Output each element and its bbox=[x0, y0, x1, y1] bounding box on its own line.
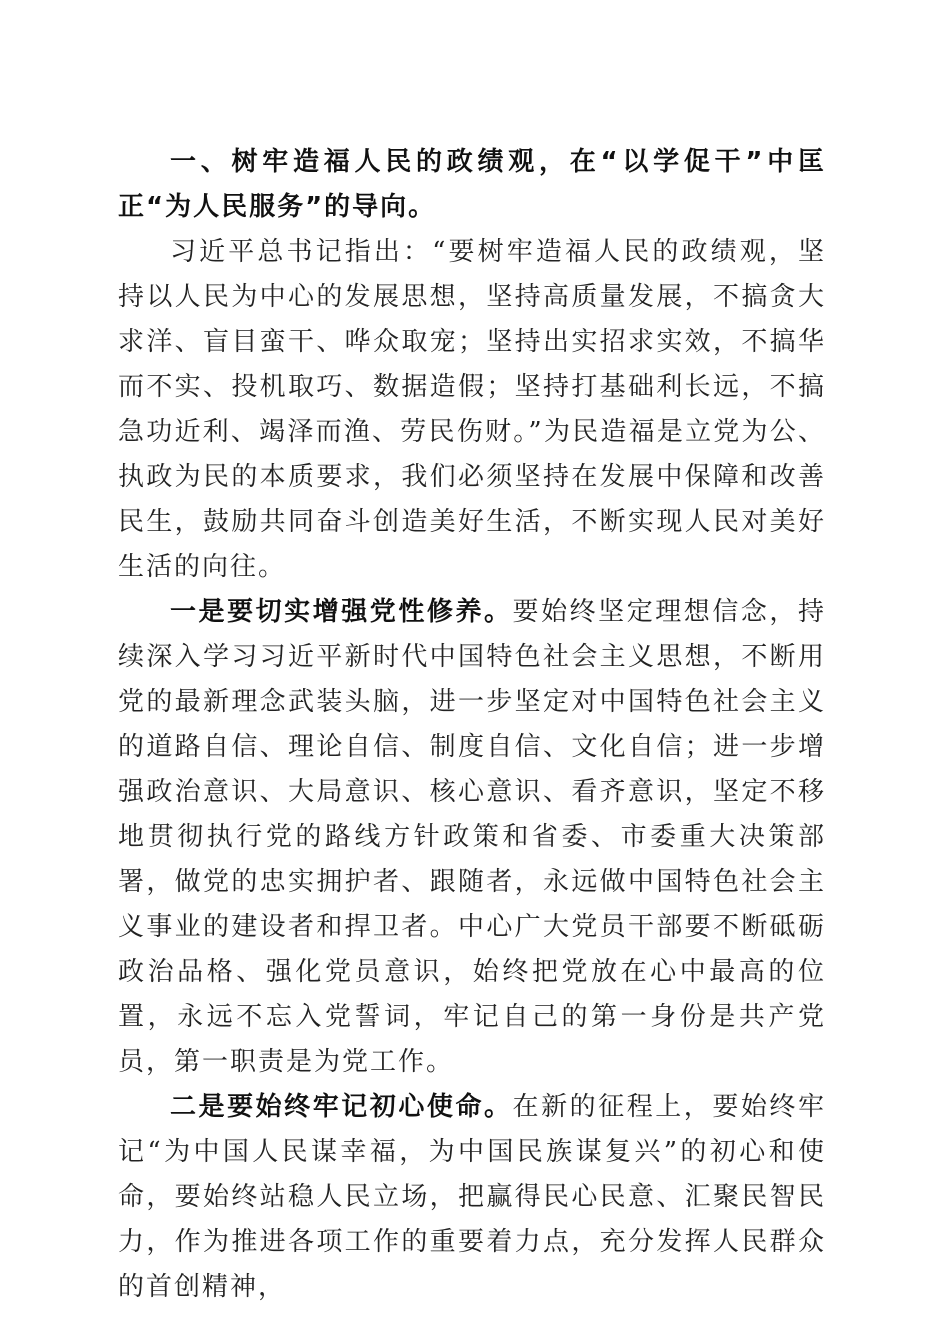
paragraph-original-mission bbox=[118, 1085, 826, 1310]
section-heading: 一、树牢造福人民的政绩观，在“以学促干”中匡正“为人民服务”的导向。 bbox=[118, 147, 826, 222]
paragraph-party-spirit-text: 要始终坚定理想信念，持续深入学习习近平新时代中国特色社会主义思想，不断用党的最新理念武装头脑，进一步坚定对中国特色社会主义的道路自信、理论自信、制度自信、文化自信；进一步增强政治意识、大局意识、核心意识、看齐意识，坚定不移地贯彻执行党的路线方针政策和省委、市委重大决策部署，做党的忠实拥护者、跟随者，永远做中国特色社会主义事业的建设者和捍卫者。中心广大党员干部要不断砥砺政治品格、强化党员意识，始终把党放在心中最高的位置，永远不忘入党誓词，牢记自己的第一身份是共产党员，第一职责是为党工作。 bbox=[118, 597, 826, 1077]
paragraph-party-spirit bbox=[118, 590, 826, 1085]
paragraph-original-mission-text: 在新的征程上，要始终牢记“为中国人民谋幸福，为中国民族谋复兴”的初心和使命，要始终站稳人民立场，把赢得民心民意、汇聚民智民力，作为推进各项工作的重要着力点，充分发挥人民群众的首创精神， bbox=[118, 1092, 826, 1302]
paragraph-party-spirit-lead: 一是要切实增强党性修养。 bbox=[170, 597, 513, 627]
paragraph-intro-text: 习近平总书记指出：“要树牢造福人民的政绩观，坚持以人民为中心的发展思想，坚持高质量发展，不搞贪大求洋、盲目蛮干、哗众取宠；坚持出实招求实效，不搞华而不实、投机取巧、数据造假；坚持打基础利长远，不搞急功近利、竭泽而渔、劳民伤财。”为民造福是立党为公、执政为民的本质要求，我们必须坚持在发展中保障和改善民生，鼓励共同奋斗创造美好生活，不断实现人民对美好生活的向往。 bbox=[118, 237, 826, 582]
paragraph-original-mission-lead: 二是要始终牢记初心使命。 bbox=[170, 1092, 513, 1122]
document-body bbox=[118, 140, 826, 1310]
paragraph-intro bbox=[118, 230, 826, 590]
